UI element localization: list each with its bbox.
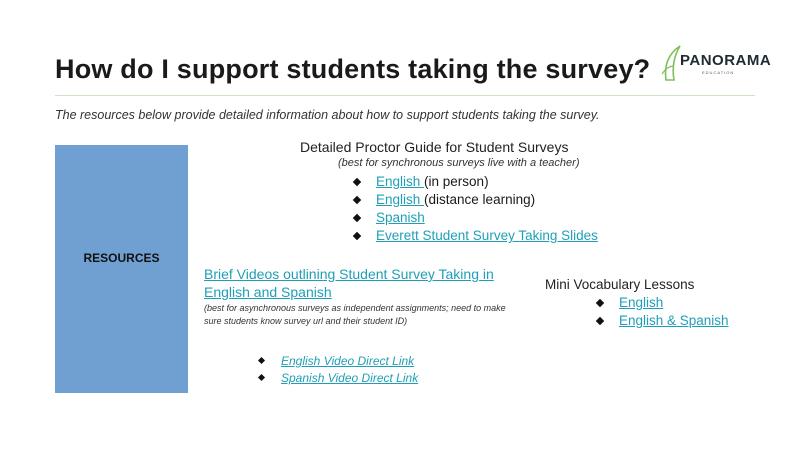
proctor-guide-list — [352, 173, 598, 245]
vocab-lessons-list — [595, 294, 729, 330]
everett-slides-link[interactable]: Everett Student Survey Taking Slides — [376, 228, 598, 243]
list-item — [352, 173, 598, 191]
spanish-guide-link[interactable]: Spanish — [376, 210, 425, 225]
resources-label: RESOURCES — [83, 251, 160, 265]
videos-subtitle: (best for asynchronous surveys as independent assignments; need to make sure students know survey url and their student ID) — [204, 303, 506, 326]
intro-text: The resources below provide detailed information about how to support students taking the survey. — [55, 108, 600, 122]
videos-list — [257, 353, 418, 387]
link-note: (in person) — [424, 174, 489, 189]
resources-box — [55, 145, 188, 393]
english-distance-link[interactable]: English — [376, 192, 425, 207]
panorama-logo — [660, 42, 772, 86]
title-divider — [55, 95, 755, 96]
proctor-guide-title: Detailed Proctor Guide for Student Surveys — [300, 139, 569, 155]
vocab-lessons-title: Mini Vocabulary Lessons — [545, 277, 695, 292]
english-in-person-link[interactable]: English — [376, 174, 425, 189]
proctor-guide-subtitle: (best for synchronous surveys live with a teacher) — [338, 157, 580, 169]
list-item — [595, 312, 729, 330]
list-item — [352, 191, 598, 209]
list-item — [595, 294, 729, 312]
list-item — [352, 227, 598, 245]
spanish-video-link[interactable]: Spanish Video Direct Link — [281, 371, 419, 385]
link-note: (distance learning) — [424, 192, 536, 207]
list-item — [352, 209, 598, 227]
vocab-english-link[interactable]: English — [619, 295, 664, 310]
videos-title-link[interactable]: Brief Videos outlining Student Survey Taking in English and Spanish — [204, 266, 494, 300]
list-item — [257, 353, 418, 370]
logo-sub: EDUCATION — [702, 70, 735, 75]
english-video-link[interactable]: English Video Direct Link — [281, 354, 415, 368]
list-item — [257, 370, 418, 387]
page-title: How do I support students taking the survey? — [55, 54, 651, 84]
vocab-english-spanish-link[interactable]: English & Spanish — [619, 313, 729, 328]
logo-name: PANORAMA — [680, 52, 772, 69]
